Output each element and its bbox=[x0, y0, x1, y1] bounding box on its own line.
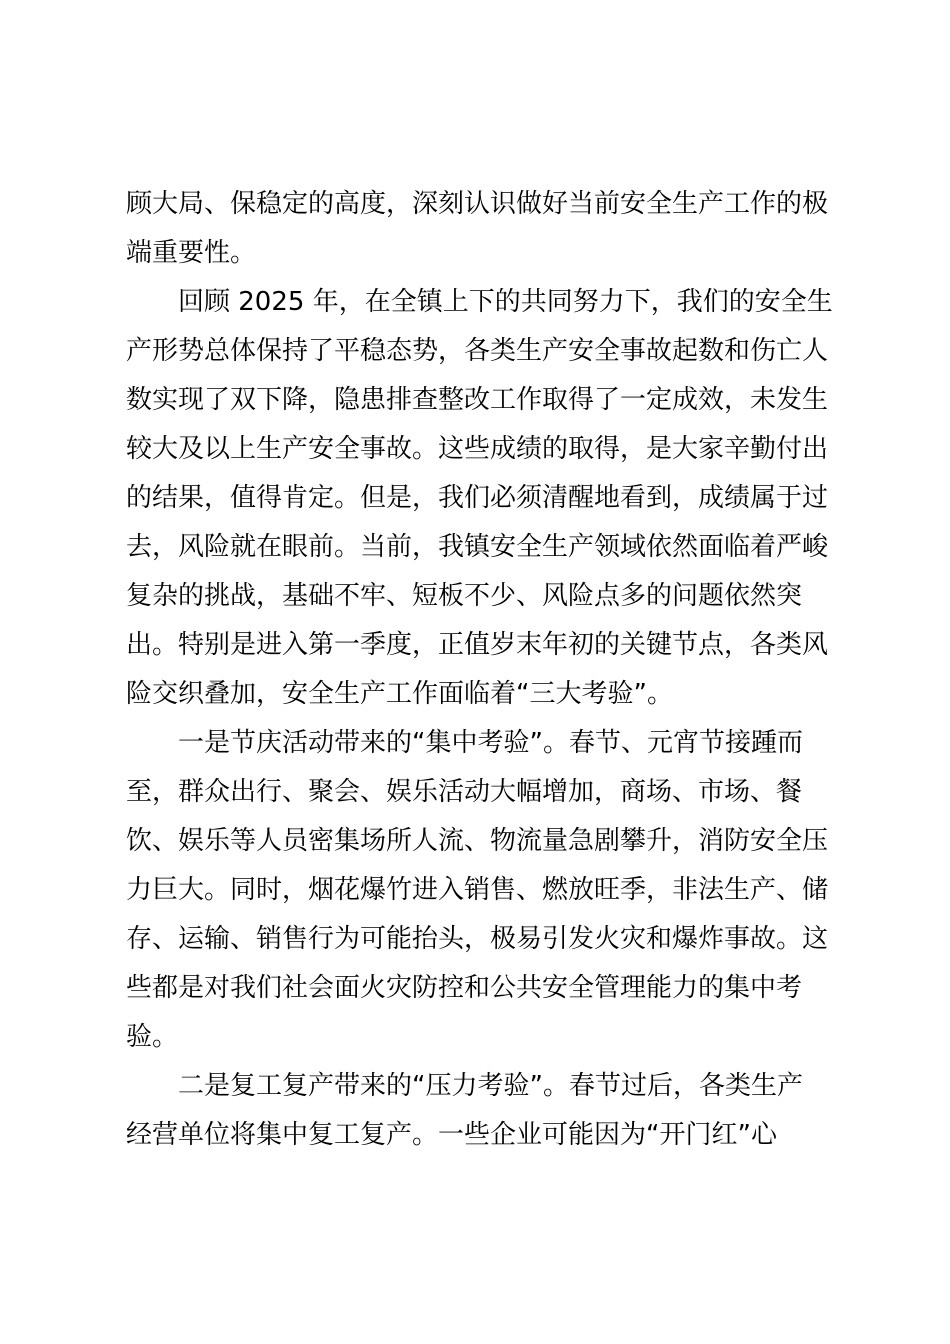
document-body bbox=[126, 180, 836, 1160]
paragraph-first-line: 回顾 2025 年，在全镇上下的共同努力下，我们的安全生 bbox=[178, 287, 833, 317]
text-line: 出。特别是进入第一季度，正值岁末年初的关键节点，各类风 bbox=[126, 630, 829, 660]
text-line: 产形势总体保持了平稳态势，各类生产安全事故起数和伤亡人 bbox=[126, 336, 829, 366]
text-line: 验。 bbox=[126, 1022, 179, 1052]
text-line: 险交织叠加，安全生产工作面临着“三大考验”。 bbox=[126, 679, 673, 709]
paragraph-first-line: 二是复工复产带来的“压力考验”。春节过后，各类生产 bbox=[178, 1071, 803, 1101]
text-line: 复杂的挑战，基础不牢、短板不少、风险点多的问题依然突 bbox=[126, 581, 803, 611]
text-line: 些都是对我们社会面火灾防控和公共安全管理能力的集中考 bbox=[126, 973, 803, 1003]
text-line: 数实现了双下降，隐患排查整改工作取得了一定成效，未发生 bbox=[126, 385, 829, 415]
paragraph-first-line: 一是节庆活动带来的“集中考验”。春节、元宵节接踵而 bbox=[178, 728, 803, 758]
text-line: 力巨大。同时，烟花爆竹进入销售、燃放旺季，非法生产、储 bbox=[126, 875, 829, 905]
text-line: 经营单位将集中复工复产。一些企业可能因为“开门红”心 bbox=[126, 1120, 777, 1150]
text-line: 端重要性。 bbox=[126, 238, 257, 268]
text-line: 去，风险就在眼前。当前，我镇安全生产领域依然面临着严峻 bbox=[126, 532, 829, 562]
text-line: 存、运输、销售行为可能抬头，极易引发火灾和爆炸事故。这 bbox=[126, 924, 829, 954]
text-line: 饮、娱乐等人员密集场所人流、物流量急剧攀升，消防安全压 bbox=[126, 826, 829, 856]
text-line: 较大及以上生产安全事故。这些成绩的取得，是大家辛勤付出 bbox=[126, 434, 829, 464]
text-line: 至，群众出行、聚会、娱乐活动大幅增加，商场、市场、餐 bbox=[126, 777, 803, 807]
text-line: 的结果，值得肯定。但是，我们必须清醒地看到，成绩属于过 bbox=[126, 483, 829, 513]
text-line: 顾大局、保稳定的高度，深刻认识做好当前安全生产工作的极 bbox=[126, 189, 829, 219]
